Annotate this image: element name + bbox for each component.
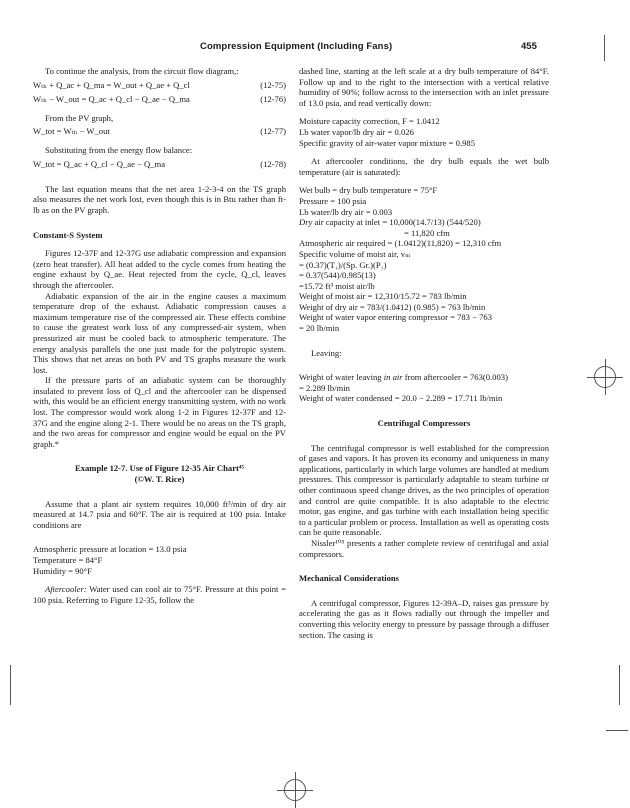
left-column <box>33 66 286 605</box>
paragraph: If the pressure parts of an adiabatic system can be thoroughly insulated to prevent loss of Q_cl and the aftercooler can be dispensed with, this would be an efficient energy transmitting system, with no work lost. The compressor would work along 1-2 in Figures 12-37F and 12-37G and the engine along 2-1. There would be no areas on the TS graph, and the two areas for compressor and engine would be equal on the PV graph.* <box>33 375 286 449</box>
calc-line: Weight of water condensed = 20.0 − 2.289 = 17.711 lb/min <box>299 393 503 404</box>
calc-line: Pressure = 100 psia <box>299 195 367 206</box>
calc-line: = 2.289 lb/min <box>299 382 350 393</box>
condition-line: Humidity = 90°F <box>33 565 92 576</box>
calc-text: air capacity at inlet = 10,000(14.7/13) (544/520) <box>312 217 481 228</box>
equation-12-75 <box>33 80 286 91</box>
calc-line: Specific volume of moist air, vₘ <box>299 248 411 259</box>
italic-label: Aftercooler: <box>45 584 87 595</box>
reading-line: Specific gravity of air-water vapor mixture = 0.985 <box>299 137 476 148</box>
running-head: Compression Equipment (Including Fans) <box>200 41 393 52</box>
paragraph: The centrifugal compressor is well established for the compression of gases and vapors. It has proven its economy and uniqueness in many applications, particularly in which large volumes are handled at medium pressures. This compressor is particularly adaptable to steam turbine or other continuous speed change drives, as the two principles of operation and control are quite compatible. It is also adaptable to the electric motor, gas engine, and gas turbine with each installation being specific to a particular problem or process. Installation as well as operating costs can be quite reasonable. <box>299 442 549 538</box>
example-credit: (©W. T. Rice) <box>134 474 185 485</box>
paragraph: The last equation means that the net area 1-2-3-4 on the TS graph also measures the net work lost, even though this is in Btu rather than ft-lb as on the PV graph. <box>33 183 286 215</box>
calc-line: Atmospheric air required = (1.0412)(11,820) = 12,310 cfm <box>299 238 502 249</box>
equation-12-78 <box>33 159 286 170</box>
intake-conditions <box>33 544 286 576</box>
right-column <box>299 66 549 640</box>
section-heading: Constant-S System <box>33 229 103 240</box>
paragraph: At aftercooler conditions, the dry bulb equals the wet bulb temperature (air is saturated): <box>299 156 549 177</box>
italic-label: in air <box>383 372 403 383</box>
paragraph: From the PV graph, <box>45 112 114 123</box>
registration-mark-right <box>594 366 616 388</box>
leaving-label: Leaving: <box>311 347 342 358</box>
calc-line: Weight of moist air = 12,310/15.72 = 783 lb/min <box>299 291 467 302</box>
calc-line <box>299 217 549 228</box>
equation-number: (12-76) <box>260 93 286 104</box>
paragraph: Substituting from the energy flow balance: <box>45 145 193 156</box>
calc-line: Lb water/lb dry air = 0.003 <box>299 206 393 217</box>
calculation-block <box>299 185 549 333</box>
equation-text: W_tot = Wₜₕ − W_out <box>33 126 110 137</box>
calc-text: Weight of water leaving <box>299 372 384 383</box>
calc-line <box>299 372 549 383</box>
crop-mark <box>619 665 620 705</box>
paragraph: To continue the analysis, from the circuit flow diagram,: <box>45 66 239 76</box>
equation-text: Wₜₕ − W_out = Q_ac + Q_cl − Q_ae − Q_ma <box>33 93 190 104</box>
leaving-block <box>299 372 549 404</box>
calc-line: Weight of dry air = 783/(1.0412) (0.985) = 763 lb/min <box>299 301 486 312</box>
paragraph <box>33 584 286 605</box>
page-number: 455 <box>521 41 537 52</box>
paragraph: Assume that a plant air system requires 10,000 ft³/min of dry air measured at 14.7 psia and 60°F. The air is required at 100 psia. Intake conditions are <box>33 498 286 530</box>
condition-line: Atmospheric pressure at location = 13.0 psia <box>33 544 187 555</box>
equation-number: (12-75) <box>260 79 286 90</box>
reading-line: Moisture capacity correction, F = 1.0412 <box>299 116 440 127</box>
registration-mark-bottom <box>284 779 306 801</box>
section-heading: Mechanical Considerations <box>299 573 400 584</box>
paragraph-text: Water used can cool air to 75°F. Pressure at this point = 100 psia. Referring to Figure 12-35, follow the <box>33 584 286 605</box>
equation-12-77 <box>33 126 286 137</box>
equation-text: Wₜₕ + Q_ac + Q_ma = W_out + Q_ae + Q_cl <box>33 79 190 90</box>
calc-line: =15.72 ft³ moist air/lb <box>299 280 375 291</box>
equation-12-76 <box>33 94 286 105</box>
reading-line: Lb water vapor/lb dry air = 0.026 <box>299 126 414 137</box>
paragraph: A centrifugal compressor, Figures 12-39A–D, raises gas pressure by accelerating the gas as it flows radially out through the impeller and converting this velocity energy to pressure by passage through a diffuser section. The casing is <box>299 597 549 640</box>
crop-mark <box>606 730 628 731</box>
page-header <box>0 41 630 57</box>
calc-line: Weight of water vapor entering compressor = 783 − 763 <box>299 312 492 323</box>
crop-mark <box>604 35 605 61</box>
condition-line: Temperature = 84°F <box>33 555 103 565</box>
equation-text: W_tot = Q_ac + Q_cl − Q_ae − Q_ma <box>33 158 166 169</box>
calc-line: = 20 lb/min <box>299 323 340 334</box>
equation-number: (12-78) <box>260 158 286 169</box>
calc-line: = 0.37(544)/0.985(13) <box>299 270 376 281</box>
paragraph: Nissler¹⁰⁵ presents a rather complete review of centrifugal and axial compressors. <box>299 537 549 559</box>
paragraph: Adiabatic expansion of the air in the engine causes a maximum temperature drop of the exhaust. Adiabatic compression causes a maximum temperature rise of the compressed air. These effects combine to cause the greatest work loss of any compressed-air system, when pressurized air must be cooled back to atmospheric temperature. The energy analysis parallels the one just made for the polytropic system. This shows that net areas on both PV and TS graphs measure the work lost. <box>33 290 286 375</box>
calc-line: = (0.37)(T₁)/(Sp. Gr.)(P₁) <box>299 259 387 270</box>
equation-number: (12-77) <box>260 126 286 137</box>
italic-label: Dry <box>299 217 313 228</box>
example-title: Example 12-7. Use of Figure 12-35 Air Chart⁴⁵ <box>74 463 245 474</box>
chart-readings <box>299 116 549 148</box>
calc-text: from aftercooler = 763(0.003) <box>402 372 508 383</box>
section-heading: Centrifugal Compressors <box>377 418 471 429</box>
crop-mark <box>10 665 11 705</box>
paragraph: Figures 12-37F and 12-37G use adiabatic compression and expansion (zero heat transfer). All heat added to the cycle comes from heating the engine exhaust by Q_ae. Heat rejected from the cycle, Q_cl, leaves through the aftercooler. <box>33 248 286 290</box>
calc-line: Wet bulb = dry bulb temperature = 75°F <box>299 185 438 196</box>
paragraph: dashed line, starting at the left scale at a dry bulb temperature of 84°F. Follow up and to the right to the intersection with a vertical relative humidity of 90%; follow across to the intersection with an inlet pressure of 13.0 psia, and read vertically down: <box>299 66 549 108</box>
calc-line: = 11,820 cfm <box>404 227 450 238</box>
